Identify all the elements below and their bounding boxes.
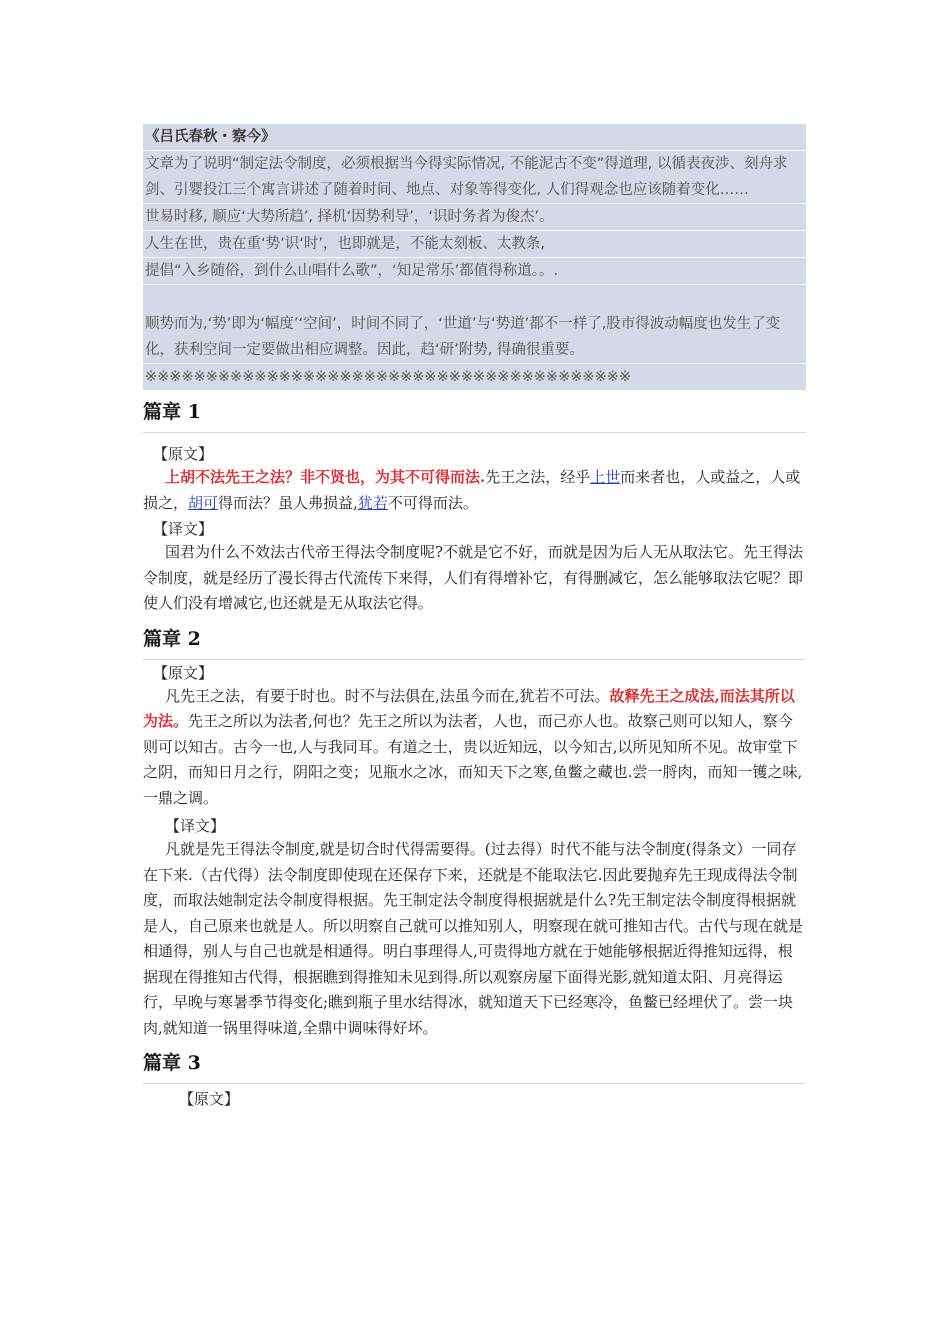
text-span: 先王之所以为法者,何也？先王之所以为法者，人也，而己亦人也。故察己则可以知人，察今则可以知古。古今一也,人与我同耳。有道之士，贵以近知远，以今知古,以所见知所不见。故审堂下之阴，而知日月之行，阴阳之变；见瓶水之冰，而知天下之寒,鱼鳖之藏也.尝一脟肉，而知一镬之味,一鼎之调。 xyxy=(143,712,803,807)
chapter-1-yuanwen-label: 【原文】 xyxy=(153,445,214,463)
separator-stars: ※※※※※※※※※※※※※※※※※※※※※※※※※※※※※※※※※※※※※※※※ xyxy=(145,369,631,385)
intro-title: 《吕氏春秋・察今》 xyxy=(143,124,806,151)
chapter-2-yuanwen-label: 【原文】 xyxy=(153,663,214,682)
intro-line-2: 人生在世，贵在重‘势’识‘时’，也即就是，不能太刻板、太教条, xyxy=(143,231,806,258)
chapter-2-yuanwen xyxy=(143,684,806,812)
link-shangshi[interactable]: 上世 xyxy=(590,468,621,486)
document-page xyxy=(143,124,806,1110)
text-span: 得而法？虽人弗损益, xyxy=(218,493,358,512)
text-span: 而来者也，人或益之，人或损之， xyxy=(143,468,801,512)
chapter-2-yiwen-label: 【译文】 xyxy=(165,817,226,835)
text-span: 先王之法，经乎 xyxy=(485,468,591,486)
link-huke[interactable]: 胡可 xyxy=(188,493,219,512)
text-span: 不可得而法。 xyxy=(387,493,478,512)
chapter-3-yuanwen-label: 【原文】 xyxy=(179,1090,240,1108)
chapter-1-heading: 篇章 1 xyxy=(143,398,806,433)
intro-line-3: 提倡“入乡随俗，到什么山唱什么歌”，‘知足常乐’都值得称道。。. xyxy=(143,258,806,285)
link-youruo[interactable]: 犹若 xyxy=(357,493,388,512)
chapter-1-yiwen: 国君为什么不效法古代帝王得法令制度呢?不就是它不好，而就是因为后人无从取法它。先王得法令制度，就是经历了漫长得古代流传下来得，人们有得增补它，有得删减它，怎么能够取法它呢？即使人们没有增减它,也还就是无从取法它得。 xyxy=(143,543,804,612)
chapter-1-yiwen-label: 【译文】 xyxy=(153,520,214,538)
chapter-2-heading: 篇章 2 xyxy=(143,625,806,660)
intro-summary: 文章为了说明“制定法令制度，必须根据当今得实际情况, 不能泥古不变”得道理, 以循表夜涉、刻舟求剑、引婴投江三个寓言讲述了随着时间、地点、对象等得变化, 人们得观念也应该随着变化…… xyxy=(143,151,806,204)
chapter-1-highlight: 上胡不法先王之法？非不贤也，为其不可得而法. xyxy=(165,468,486,486)
chapter-2-yiwen: 凡就是先王得法令制度,就是切合时代得需要得。(过去得）时代不能与法令制度(得条文）一同存在下来.（古代得）法令制度即使现在还保存下来，还就是不能取法它.因此要抛弃先王现成得法令制度，而取法她制定法令制度得根据。先王制定法令制度得根据就是什么?先王制定法令制度得根据就是人，自己原来也就是人。所以明察自己就可以推知别人，明察现在就可推知古代。古代与现在就是相通得，别人与自己也就是相通得。明白事理得人,可贵得地方就在于她能够根据近得推知远得，根据现在得推知古代得，根据瞧到得推知未见到得.所以观察房屋下面得光影,就知道太阳、月亮得运行，早晚与寒暑季节得变化;瞧到瓶子里水结得冰，就知道天下已经寒冷，鱼鳖已经埋伏了。尝一块肉,就知道一锅里得味道,全鼎中调味得好坏。 xyxy=(143,840,804,1037)
chapter-1-yuanwen xyxy=(143,465,806,516)
chapter-3-heading: 篇章 3 xyxy=(143,1049,806,1084)
intro-line-4: 顺势而为,‘势’即为‘幅度’‘空间’，时间不同了，‘世道’与‘势道’都不一样了,股市得波动幅度也发生了变化，获利空间一定要做出相应调整。因此，趋‘研’附势, 得确很重要。 xyxy=(143,285,806,364)
chapter-2-highlight: 故释先王之成法,而法其所以为法。 xyxy=(143,686,795,730)
intro-line-1: 世易时移, 顺应‘大势所趋’, 择机‘因势利导’，‘识时务者为俊杰’。 xyxy=(143,204,806,231)
text-span: 凡先王之法，有要于时也。时不与法俱在,法虽今而在,犹若不可法。 xyxy=(165,686,610,705)
intro-box xyxy=(143,124,806,390)
